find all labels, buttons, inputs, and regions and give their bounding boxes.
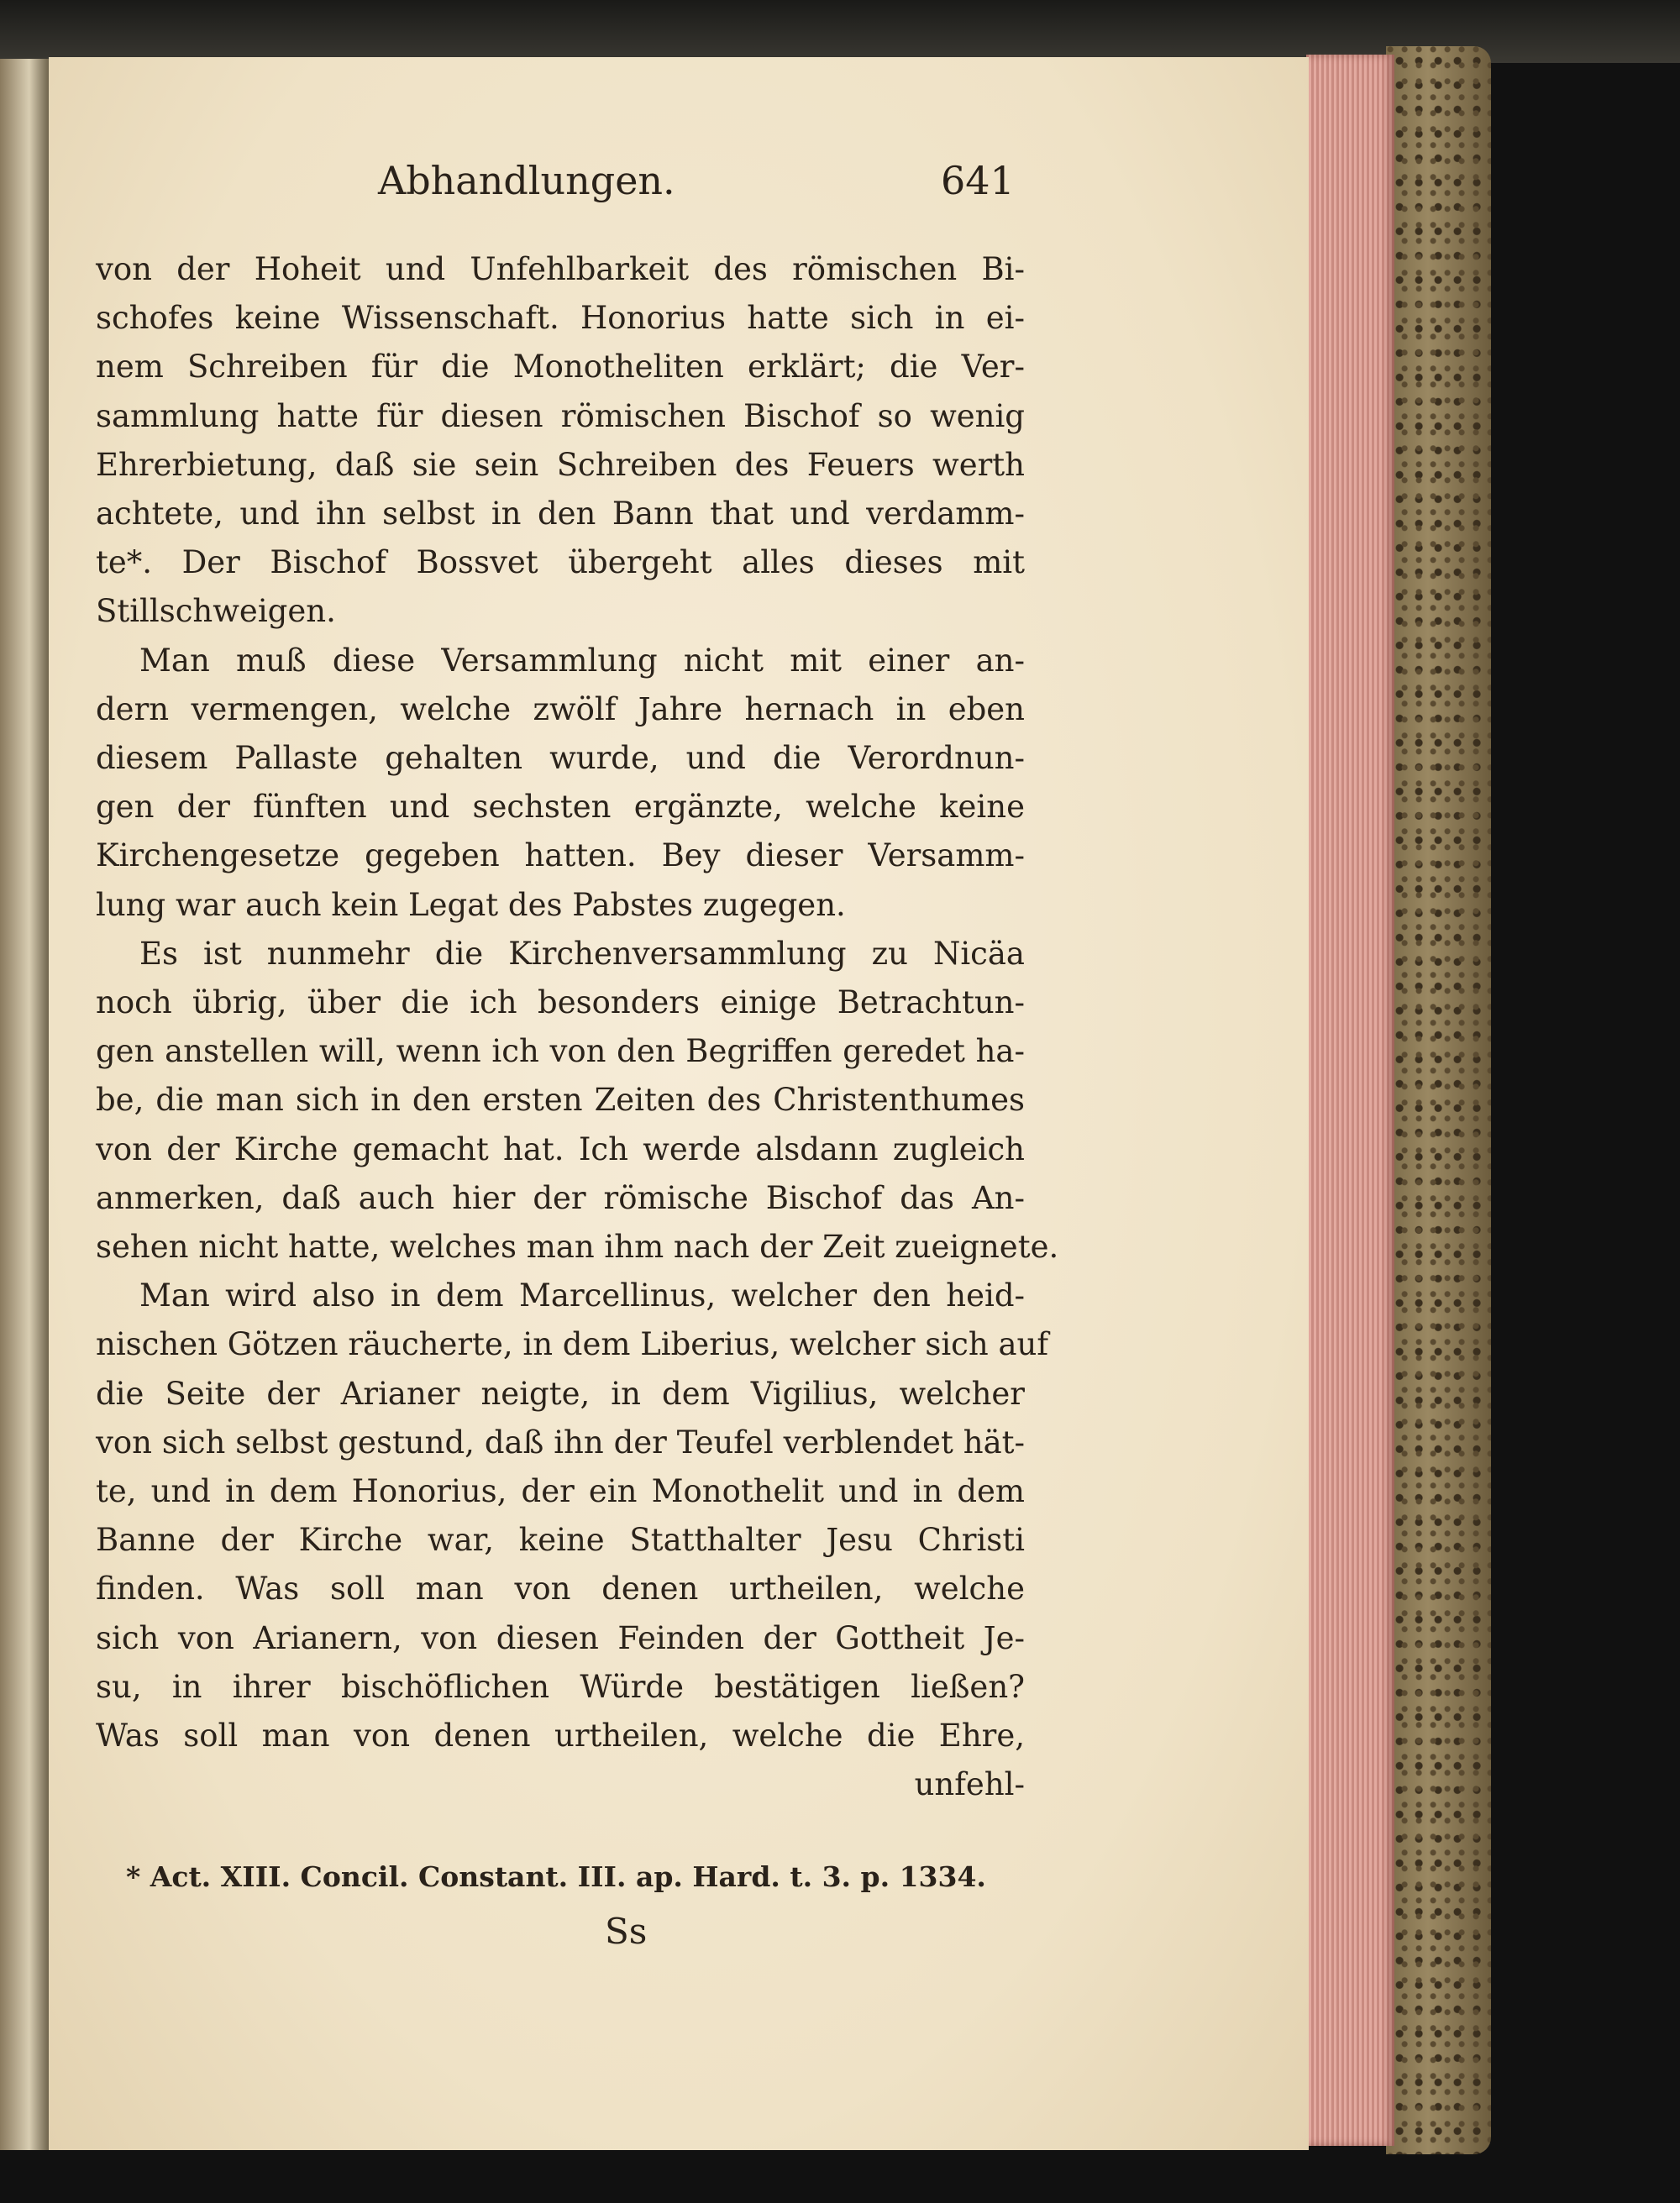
text-line: noch übrig, über die ich besonders einige Betrachtun- (96, 984, 1025, 1020)
text-line: te, und in dem Honorius, der ein Monothelit und in dem (96, 1473, 1025, 1509)
text-line: Was soll man von denen urtheilen, welche die Ehre, (96, 1718, 1025, 1754)
running-title: Abhandlungen. (378, 158, 675, 203)
text-line: lung war auch kein Legat des Pabstes zugegen. (96, 886, 846, 923)
text-line: Banne der Kirche war, keine Statthalter Jesu Christi (96, 1522, 1025, 1559)
text-line: finden. Was soll man von denen urtheilen, welche (96, 1571, 1025, 1608)
text-line: Man wird also in dem Marcellinus, welcher den heid- (139, 1277, 1025, 1314)
text-line: achtete, und ihn selbst in den Bann that und verdamm- (96, 496, 1025, 532)
text-line: von sich selbst gestund, daß ihn der Teufel verblendet hät- (96, 1424, 1025, 1461)
text-line: Ehrerbietung, daß sie sein Schreiben des Feuers werth (96, 446, 1025, 483)
text-line: Stillschweigen. (96, 593, 336, 630)
text-line: Es ist nunmehr die Kirchenversammlung zu Nicäa (139, 935, 1025, 972)
text-line: die Seite der Arianer neigte, in dem Vigilius, welcher (96, 1375, 1025, 1412)
text-line: te*. Der Bischof Bossvet übergeht alles dieses mit (96, 544, 1025, 581)
text-line: su, in ihrer bischöflichen Würde bestätigen ließen? (96, 1668, 1025, 1705)
footnote: * Act. XIII. Concil. Constant. III. ap. Hard. t. 3. p. 1334. (126, 1860, 986, 1893)
text-line: dern vermengen, welche zwölf Jahre hernach in eben (96, 690, 1025, 727)
text-line: Kirchengesetze gegeben hatten. Bey dieser Versamm- (96, 837, 1025, 874)
text-line: schofes keine Wissenschaft. Honorius hatte sich in ei- (96, 300, 1025, 337)
page-block-edge (1306, 55, 1394, 2146)
text-line: sammlung hatte für diesen römischen Bischof so wenig (96, 397, 1025, 434)
facing-page-edge (0, 59, 49, 2150)
book-cover (1386, 46, 1491, 2154)
text-line: nischen Götzen räucherte, in dem Liberius, welcher sich auf (96, 1326, 1049, 1363)
signature-mark: Ss (605, 1911, 648, 1952)
text-line: unfehl- (914, 1766, 1025, 1803)
text-line: be, die man sich in den ersten Zeiten des Christenthumes (96, 1082, 1025, 1119)
text-line: von der Hoheit und Unfehlbarkeit des römischen Bi- (96, 251, 1025, 287)
text-line: gen anstellen will, wenn ich von den Begriffen geredet ha- (96, 1033, 1025, 1070)
text-line: anmerken, daß auch hier der römische Bischof das An- (96, 1179, 1025, 1216)
text-line: sich von Arianern, von diesen Feinden der Gottheit Je- (96, 1619, 1025, 1656)
text-line: Man muß diese Versammlung nicht mit einer an- (139, 642, 1025, 679)
text-line: nem Schreiben für die Monotheliten erklärt; die Ver- (96, 349, 1025, 386)
text-line: sehen nicht hatte, welches man ihm nach der Zeit zueignete. (96, 1229, 1059, 1265)
text-line: gen der fünften und sechsten ergänzte, welche keine (96, 789, 1025, 826)
text-line: diesem Pallaste gehalten wurde, und die Verordnun- (96, 740, 1025, 776)
page-number: 641 (941, 158, 1015, 203)
text-line: von der Kirche gemacht hat. Ich werde alsdann zugleich (96, 1130, 1025, 1167)
